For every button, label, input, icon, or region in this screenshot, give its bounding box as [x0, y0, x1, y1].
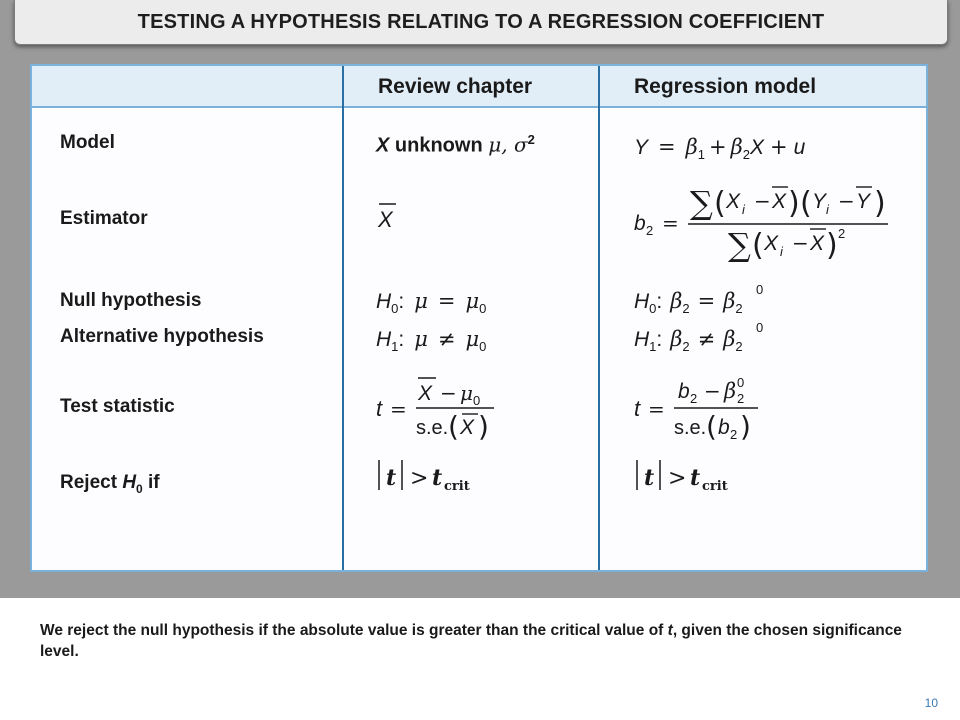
svg-text:β: β [724, 379, 737, 403]
row-label-alternative-hypothesis: Alternative hypothesis [60, 326, 264, 347]
svg-text:b: b [718, 416, 730, 439]
svg-text:X: X [378, 207, 393, 232]
row-label-estimator: Estimator [60, 208, 148, 229]
svg-text:0: 0 [737, 375, 745, 390]
svg-text:>: > [410, 466, 429, 491]
svg-text:): ) [478, 410, 489, 443]
svg-text:H1:μ≠μ0: $H_1$: $\mu \ne \mu_0$ [376, 327, 487, 354]
regression-hypotheses-formula [634, 278, 784, 364]
svg-text:s.e.: s.e. [674, 417, 707, 439]
svg-text:crit: crit [702, 479, 728, 494]
review-hypotheses-formula [376, 284, 516, 364]
svg-text:H1:β2≠β2: $H_1$: $\beta_2 \ne \beta_2$ [634, 327, 743, 354]
svg-text:): ) [740, 410, 751, 443]
svg-text:i: i [826, 202, 829, 217]
svg-text:): ) [788, 186, 800, 221]
column-divider-2 [598, 66, 600, 570]
svg-text:−: − [754, 189, 771, 213]
column-header-review: Review chapter [378, 75, 533, 98]
row-label-test-statistic: Test statistic [60, 396, 175, 417]
svg-text:>: > [668, 466, 687, 491]
review-estimator-formula [376, 200, 416, 234]
svg-text:∑: ∑ [690, 184, 713, 222]
svg-text:crit: crit [444, 479, 470, 494]
svg-text:t: t [690, 465, 701, 491]
regression-reject-rule-formula [634, 456, 754, 496]
svg-text:X: X [764, 232, 779, 255]
svg-text:μ: μ [460, 381, 473, 405]
svg-text:t: t [376, 396, 383, 421]
regression-model-formula [634, 128, 834, 164]
column-divider-1 [342, 66, 344, 570]
review-reject-rule-formula [376, 456, 496, 496]
svg-text:t: t [432, 465, 443, 491]
row-label-reject: Reject $H_0$ if [60, 472, 160, 496]
svg-text:2: 2 [646, 223, 654, 238]
comparison-table [30, 64, 928, 572]
svg-text:−: − [792, 231, 809, 255]
svg-text:H0:β2=β2: $H_0$: $\beta_2 = \beta_2$ [634, 289, 743, 316]
svg-text:i: i [780, 244, 783, 259]
svg-text:t: t [644, 465, 655, 491]
svg-text:−: − [440, 381, 457, 405]
svg-text:=: = [662, 211, 679, 235]
column-header-regression: Regression model [634, 75, 817, 98]
svg-text:t: t [634, 396, 641, 421]
svg-text:(: ( [800, 186, 812, 221]
svg-text:=: = [390, 397, 407, 421]
footer [0, 598, 960, 720]
row-label-model: Model [60, 132, 115, 153]
svg-text:b: b [678, 380, 690, 403]
svg-text:i: i [742, 202, 745, 217]
regression-estimator-formula [634, 178, 924, 264]
svg-text:2: 2 [730, 427, 738, 442]
svg-text:(: ( [752, 228, 764, 263]
svg-text:2: 2 [690, 391, 698, 406]
svg-text:∑: ∑ [728, 226, 751, 264]
row-label-null-hypothesis: Null hypothesis [60, 290, 202, 311]
svg-text:): ) [826, 228, 838, 263]
svg-text:s.e.: s.e. [416, 417, 449, 439]
svg-text:X: X [418, 382, 433, 405]
svg-text:0: 0 [473, 393, 481, 408]
svg-text:t: t [386, 465, 397, 491]
svg-text:Y: Y [856, 190, 871, 213]
title-bar [14, 0, 948, 45]
svg-text:H0:μ=μ0: $H_0$: $\mu = \mu_0$ [376, 289, 487, 316]
svg-text:X: X [772, 190, 787, 213]
svg-text:2: 2 [838, 226, 846, 241]
svg-text:−: − [838, 189, 855, 213]
svg-text:b: b [634, 212, 646, 235]
svg-text:X: X [726, 190, 741, 213]
svg-text:Y: Y [812, 190, 827, 213]
regression-test-statistic-formula [634, 374, 794, 444]
svg-text:(: ( [706, 410, 717, 443]
footer-explanation: We reject the null hypothesis if the absolute value is greater than the critical value of t, given the chosen significance level. [40, 622, 902, 660]
svg-text:X: X [460, 416, 475, 439]
svg-text:0: 0 [756, 320, 764, 335]
review-model: X unknown μ, $\sigma^2$ [376, 132, 535, 157]
review-test-statistic-formula [376, 374, 516, 444]
svg-text:(: ( [448, 410, 459, 443]
svg-text:): ) [874, 186, 886, 221]
slide-title: TESTING A HYPOTHESIS RELATING TO A REGRESSION COEFFICIENT [137, 10, 825, 33]
svg-text:0: 0 [756, 282, 764, 297]
svg-text:Y=β1+β2X+u: $Y = \beta_1 + \beta_2X + u$ [634, 135, 806, 162]
page-number: 10 [924, 696, 938, 710]
svg-text:(: ( [714, 186, 726, 221]
svg-text:−: − [704, 379, 721, 403]
svg-text:=: = [648, 397, 665, 421]
svg-text:2: 2 [737, 391, 745, 406]
svg-text:X: X [810, 232, 825, 255]
